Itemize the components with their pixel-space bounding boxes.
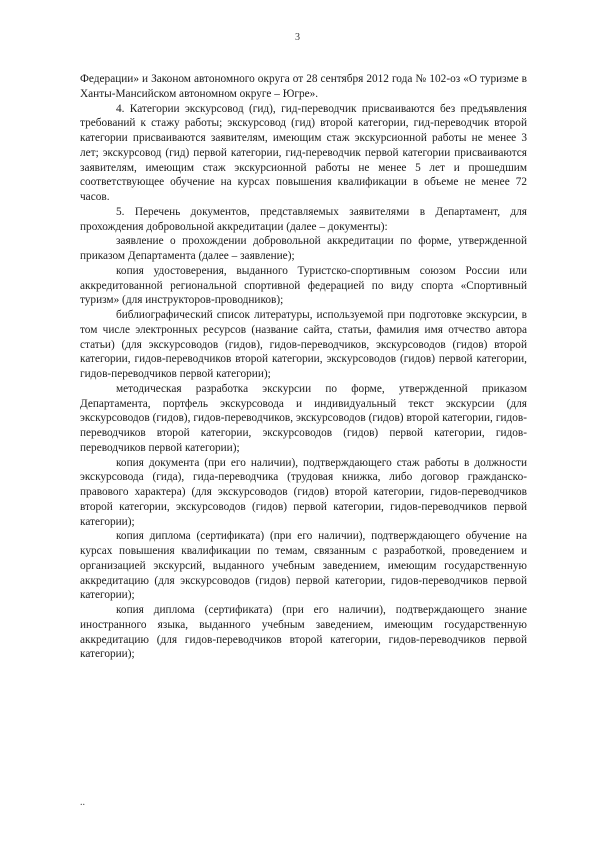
page-number: 3 bbox=[295, 32, 300, 43]
paragraph-application: заявление о прохождении добровольной аккредитации по форме, утвержденной приказом Департамента (далее – заявление); bbox=[80, 235, 527, 262]
paragraph-language-diploma: копия диплома (сертификата) (при его наличии), подтверждающего знание иностранного языка, выданного учебным заведением, имеющим государственную аккредитацию (для гидов-переводчиков второй категории, гидов-переводчиков первой категории); bbox=[80, 604, 527, 661]
paragraph-work-experience: копия документа (при его наличии), подтверждающего стаж работы в должности экскурсовода (гида), гида-переводчика (трудовая книжка, либо договор гражданско-правового характера) (для экскурсоводов (гидов) второй категории, гидов-переводчиков второй категории, экскурсоводов (гидов) первой категории, гидов-переводчиков первой категории); bbox=[80, 456, 527, 528]
paragraph-item-4-categories: 4. Категории экскурсовод (гид), гид-переводчик присваиваются без предъявления требований к стажу работы; экскурсовод (гид) второй категории, гид-переводчик второй категории присваиваются заявителям, имеющим стаж экскурсионной работы не менее 3 лет; экскурсовод (гид) первой категории, гид-переводчик первой категории присваиваются заявителям, имеющим стаж экскурсионной работы не менее 5 лет и прошедшим соответствующее обучение на курсах повышения квалификации в объеме не менее 72 часов. bbox=[80, 102, 527, 203]
paragraph-methodical-development: методическая разработка экскурсии по форме, утвержденной приказом Департамента, портфель экскурсовода и индивидуальный текст экскурсии (для экскурсоводов (гидов), гидов-переводчиков, экскурсоводов (гидов) второй категории, гидов-переводчиков второй категории, экскурсоводов (гидов) первой категории, гидов-переводчиков первой категории); bbox=[80, 382, 527, 454]
paragraph-law-reference: Федерации» и Законом автономного округа от 28 сентября 2012 года № 102-оз «О туризме в Ханты-Мансийском автономном округе – Югре». bbox=[80, 73, 527, 100]
paragraph-certificate-copy: копия удостоверения, выданного Туристско-спортивным союзом России или аккредитованной региональной спортивной федерацией по виду спорта «Спортивный туризм» (для инструкторов-проводников); bbox=[80, 264, 527, 307]
paragraph-training-diploma: копия диплома (сертификата) (при его наличии), подтверждающего обучение на курсах повышения квалификации по темам, связанным с разработкой, проведением и организацией экскурсий, выданного учебным заведением, имеющим государственную аккредитацию (для экскурсоводов (гидов) первой категории, гидов-переводчиков первой категории); bbox=[80, 530, 527, 602]
document-body bbox=[80, 72, 527, 662]
bottom-mark: .. bbox=[80, 797, 85, 808]
paragraph-item-5-documents: 5. Перечень документов, представляемых заявителями в Департамент, для прохождения добровольной аккредитации (далее – документы): bbox=[80, 205, 527, 233]
paragraph-bibliography: библиографический список литературы, используемой при подготовке экскурсии, в том числе электронных ресурсов (название сайта, статьи, фамилия имя отчество автора статьи) (для экскурсоводов (гидов), гидов-переводчиков, экскурсоводов (гидов) второй категории, гидов-переводчиков второй категории, экскурсоводов (гидов) первой категории, гидов-переводчиков первой категории); bbox=[80, 309, 527, 380]
